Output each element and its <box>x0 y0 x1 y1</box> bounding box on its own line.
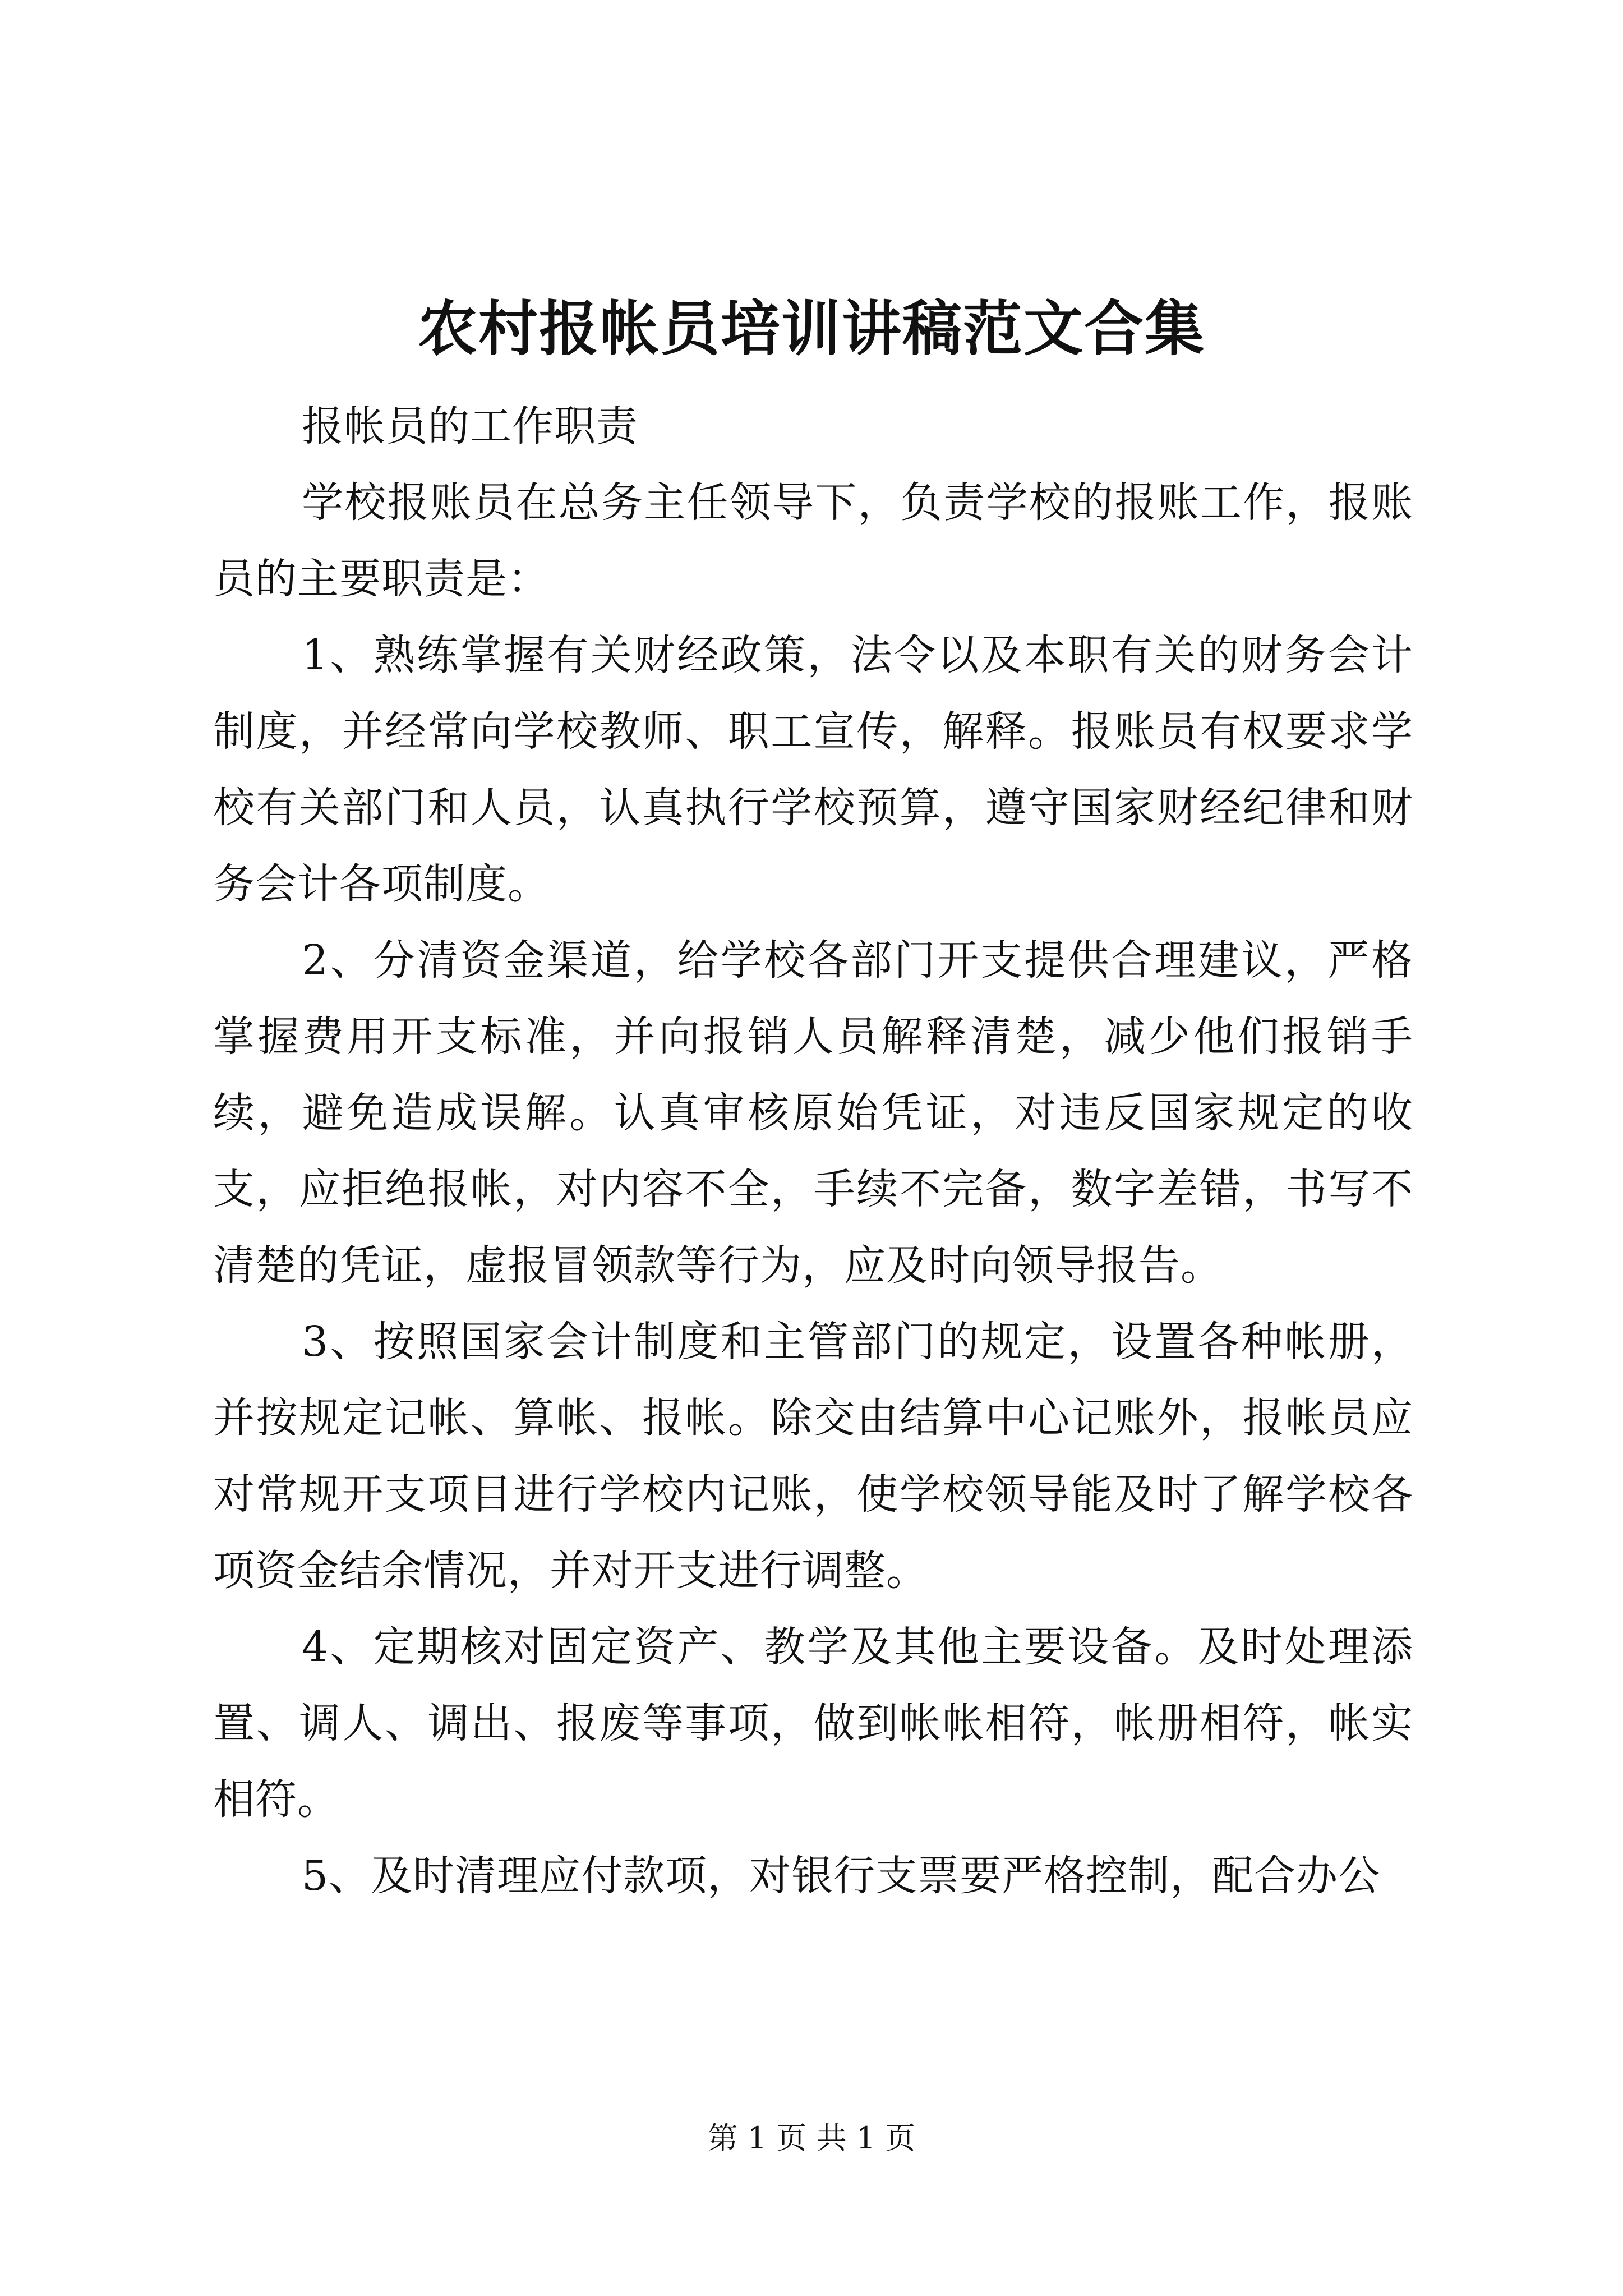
paragraph-item-2: 2、分清资金渠道，给学校各部门开支提供合理建议，严格掌握费用开支标准，并向报销人员解释清楚，减少他们报销手续，避免造成误解。认真审核原始凭证，对违反国家规定的收支，应拒绝报帐，对内容不全，手续不完备，数字差错，书写不清楚的凭证，虚报冒领款等行为，应及时向领导报告。 <box>213 936 1413 1290</box>
paragraph-heading: 报帐员的工作职责 <box>302 402 638 450</box>
document-body <box>213 388 1413 1914</box>
paragraph-item-4: 4、定期核对固定资产、教学及其他主要设备。及时处理添置、调人、调出、报废等事项，做到帐帐相符，帐册相符，帐实相符。 <box>213 1623 1413 1824</box>
paragraph-item-5: 5、及时清理应付款项，对银行支票要严格控制，配合办公 <box>302 1852 1381 1900</box>
document-title: 农村报帐员培训讲稿范文合集 <box>418 293 1205 364</box>
paragraph-item-3: 3、按照国家会计制度和主管部门的规定，设置各种帐册，并按规定记帐、算帐、报帐。除交由结算中心记账外，报帐员应对常规开支项目进行学校内记账，使学校领导能及时了解学校各项资金结余情况，并对开支进行调整。 <box>213 1318 1413 1595</box>
paragraph-item-1: 1、熟练掌握有关财经政策，法令以及本职有关的财务会计制度，并经常向学校教师、职工宣传，解释。报账员有权要求学校有关部门和人员，认真执行学校预算，遵守国家财经纪律和财务会计各项制度。 <box>213 631 1413 908</box>
paragraph-intro: 学校报账员在总务主任领导下，负责学校的报账工作，报账员的主要职责是： <box>213 478 1413 603</box>
page-footer: 第 1 页 共 1 页 <box>707 2120 916 2156</box>
